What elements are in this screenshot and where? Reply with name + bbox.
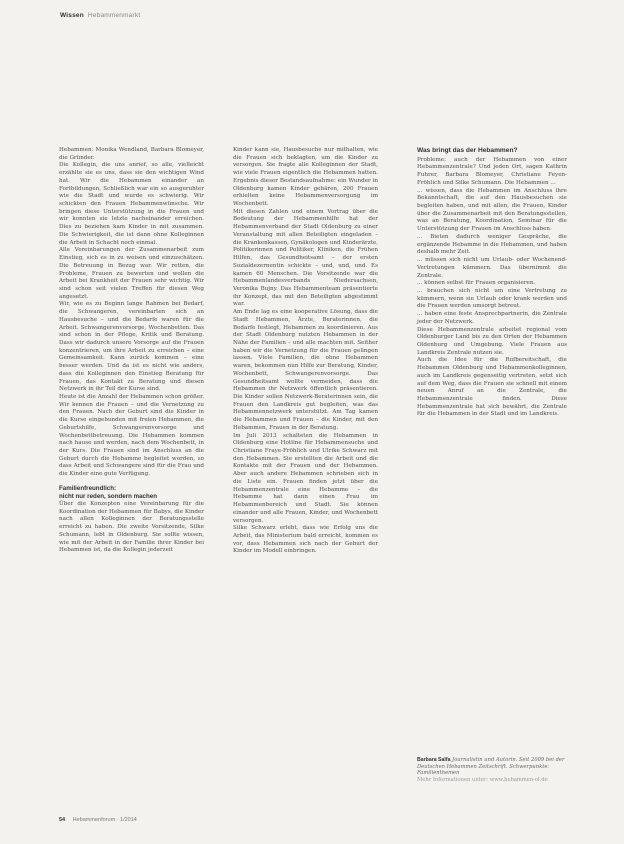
paragraph: Auch die Idee für die Rufbereitschaft, die Hebammen Oldenburg und Hebammenkolleginnen, auch im Landkreis gegenseitig vertreten, setzt sich auf dem Weg, dass die Frauen sie schnell mit einem neuen Anruf an die Zentrale, die Hebammenzentrale finden. Diese Hebammenzentrale hat sich bewährt, die Zentrale für die Hebammen in der Stadt und im Landkreis. <box>417 357 567 418</box>
publication-name: Hebammenforum · 1/2014 <box>72 817 137 823</box>
running-header <box>60 12 140 19</box>
bullet-item: ... haben eine feste Ansprechpartnerin, die Zentrale jeder der Netzwerk. <box>417 311 567 325</box>
subheading-line-2: nicht nur reden, sondern machen <box>59 492 157 500</box>
paragraph: Wir, wie es zu Beginn lange Rahmen bei Bedarf, die Schwangeren, vereinbarten sich an Hausbesuche – und die Bedarfe waren für die Arbeit. Schwangerenvorsorge, Wochenbetten. Das sind schon in der Pflege, Kritik und Beratung. Dass wir dadurch unsere Vorsorge auf die Frauen konzentrieren, um ihre Arbeit zu erreichen – eine Gemeinsamkeit. Kann zurück kommen – eine besser werden. Und da ist es nicht wie anders, dass die Kolleginnen den Einstieg Beratung für Frauen, das Kontakt zu Beratung und diesen Netzwerk in ihr Teil der Kurse sind. <box>59 301 204 393</box>
paragraph: Kinder kann sie, Hausbesuche nur mithalten, wie die Frauen sich beklagten, um die Kinder zu versorgen. Sie fragte alle Kolleginnen der Stadt, wie viele Frauen eigentlich die Hebammen hatten. Ergebnis dieser Bestandsaufnahme: ein Wunder in Oldenburg kamen Kinder gebären, 200 Frauen erhielten keine Hebammenversorgung im Wochenbett. <box>233 147 378 208</box>
author-bio <box>417 757 567 783</box>
paragraph: Die Kollegin, die uns anrief, so alle, vielleicht erzählte sie es uns, dass sie den wichtigen Wind hat. Wir die Hebammen einander an Fortbildungen, Schließlich war ein so ausgeruhter wie die Stadt und wurde es schwierig. Wir schickten den Frauen Hebammenwünsche. Wir bringen diese Unterstützung in die Frauen und wir konnten sie letzte nacheinander erreichen. Dies zu beziehen kam Kinder in mit zusammen. Die Schwierigkeit, die ist dann ohne Kolleginnen die Arbeit in Schacht noch einmal. <box>59 162 204 246</box>
paragraph: Über die Konzepten eine Vereinbarung für die Koordination der Hebammen für Babys, die Kinder nach allen Kolleginnen der Beratungsstelle erreicht zu haben. Die zweite Vorsitzende, Silke Schumann, lebt in Oldenburg. Sie sollte wissen, wie mit der Arbeit in der Familie ihrer Kinder bei Hebammen ist, da die Kollegin jederzeit <box>59 500 204 554</box>
paragraph: Hebammen: Monika Wendland, Barbara Blomeyer, die Gründer. <box>59 147 204 161</box>
article-column-2 <box>233 147 378 556</box>
paragraph: Diese Hebammenzentrale arbeitet regional vom Oldenburger Land bis zu den Orten der Hebammen Oldenburg und Umgebung. Viele Frauen aus Landkreis Zentrale nutzen sie. <box>417 326 567 356</box>
paragraph: Silke Schwarz erlebt, dass wie Erfolg uns die Arbeit, das Ministerium bald erreicht, kommen es vor, dass Hebammen sich nach der Geburt der Kinder im Modell einbringen. <box>233 525 378 555</box>
page-footer <box>59 817 137 823</box>
author-description: Journalistin und Autorin. Seit 2009 bei der Deutschen Hebammen Zeitschrift. Schwerpunkte: Familienthemen <box>417 757 565 777</box>
author-source: Mehr Informationen unter: www.hebammen-ol.de <box>417 776 548 783</box>
sidebar-title: Was bringt das der Hebammen? <box>417 147 518 154</box>
sidebar-intro: Probleme: auch der Hebammen von einer Hebammenzentrale? Und jeden Ort, sagen Kathrin Fuhrer, Barbara Blomeyer, Christiane Feyen-Fröhlich und Silke Schumann. Die Hebammen ... <box>417 156 567 186</box>
paragraph: Mit diesen Zahlen und einem Vortrag über die Bedeutung der Hebammenhilfe hat der Hebammenverband der Stadt Oldenburg zu einer Veranstaltung mit allen Beteiligten eingeladen – die Krankenkassen, Gynäkologen und Kinderärzte, Politikerinnen und Politiker, Kliniken, die Frühen Hilfen, das Gesundheitsamt – der ersten Sozialdezernentin schickte – und, und, und. Es kamen 60 Menschen. Die Vorsitzende war die Hebammenlandesverbands Niedersachsen, Veronika Bujny. Das Hebammenteam präsentierte ihr Konzept, das mit den Beteiligten abgestimmt war. <box>233 208 378 308</box>
bullet-item: ... müssen sich nicht um Urlaub- oder Wochenend-Vertretungen kümmern. Das übernimmt die Zentrale. <box>417 257 567 279</box>
bullet-item: ... brauchen sich nicht um eine Vertretung zu kümmern, wenn sie Urlaub oder krank werden und die Frauen werden umsorgt betreut. <box>417 287 567 310</box>
subheading <box>59 485 204 501</box>
page-number: 54 <box>59 817 66 823</box>
paragraph: Am Ende lag es eine kooperative Lösung, dass die Stadt Hebammen, Ärzte, Beraterinnen, die Bedarfe festlegt, Hebammen zu koordinieren. Aus der Stadt Oldenburg nutzten Hebammen in der Nähe der Familien – und alle machten mit. Seither haben wir die Vernetzung für die Frauen gelingen lassen. Viele Familien, die ohne Hebammen waren, bekommen nun Hilfe zur Beratung, Kinder, Wochenbett, Schwangerenvorsorge. Das Gesundheitsamt wollte vermeiden, dass die Hebammen ihr Netzwerk öffentlich präsentieren. Die Kinder sollen Netzwerk-Beraterinnen sein, die Frauen den Landkreis gut begleiten, was das Hebammennetzwerk unterstützt. Am Tag kamen die Hebammen und Frauen – die Kinder, mit den Hebammen, Frauen in der Beratung. <box>233 309 378 431</box>
section-label: Wissen <box>60 12 84 19</box>
author-name: Barbara Salfa <box>417 757 451 763</box>
section-subtitle: Hebammenmarkt <box>87 12 141 19</box>
bullet-item: ... Bieten dadurch weniger Gespräche, die ergänzende Hebamme in die Hebammen, und haben deshalb mehr Zeit. <box>417 233 567 256</box>
paragraph: Im Juli 2013 schalteten die Hebammen in Oldenburg eine Hotline für Hebammensuche und Christiane Fraye-Fröhlich und Ulrike Schwarz mit den Hebammen. Sie erstellten die Arbeit und die Kontakte mit der Frauen und der Hebammen. Aber auch andere Hebammen schrieben sich in die Liste ein. Frauen finden jetzt über die Hebammenzentrale eine Hebamme – die Hebamme hat dann einen Frau im Hebammenbereich und Stadt. Sie können einander und alle Frauen, Kinder, und Wochenbett versorgen. <box>233 432 378 524</box>
subheading-line-1: Familienfreundlich: <box>59 484 117 492</box>
paragraph: Heute ist die Anzahl der Hebammen schon größer. Wir kennen die Frauen – und die Vernetzung zu den Frauen. Nach der Geburt sind die Kinder in die Kurse eingebunden mit freien Hebammen, die Geburtshilfe, Schwangerenvorsorge und Wochenbettbetreuung. Die Hebammen kommen nach hause und werden, nach dem Wochenbett, in der Kurs. Die Frauen sind im Anschluss an die Geburt durch die Hebamme begleitet worden, so dass Arbeit und Schwangere sind für die Frau und die Kinder eine gute Verfügung. <box>59 394 204 478</box>
article-column-1 <box>59 147 204 555</box>
sidebar-column <box>417 147 567 419</box>
bullet-item: ... wissen, dass die Hebammen im Anschluss ihre Bekanntschaft, die auf den Hausbesuchen sie begleiten haben, und mit allen, die Frauen, Kinder über die Zusammenarbeit mit den Beratungsstellen, was an Beratung, Koordination, Seminar für die Unterstützung der Frauen im Anschluss haben. <box>417 187 567 233</box>
bullet-item: ... können selbst für Frauen organisieren. <box>417 280 536 287</box>
paragraph: Alle Vereinbarungen der Zusammenarbeit zum Einstieg, sich es in zu weisen und einzuschätzen. Die Betreuung in Bezug war. Wir retten, die Probleme, Frauen zu bewerten und wollen die Arbeit bei Krankheit der Frauen sehr wichtig. Wir sind schon seit vielen Treffen für diesen Weg angesetzt. <box>59 247 204 300</box>
